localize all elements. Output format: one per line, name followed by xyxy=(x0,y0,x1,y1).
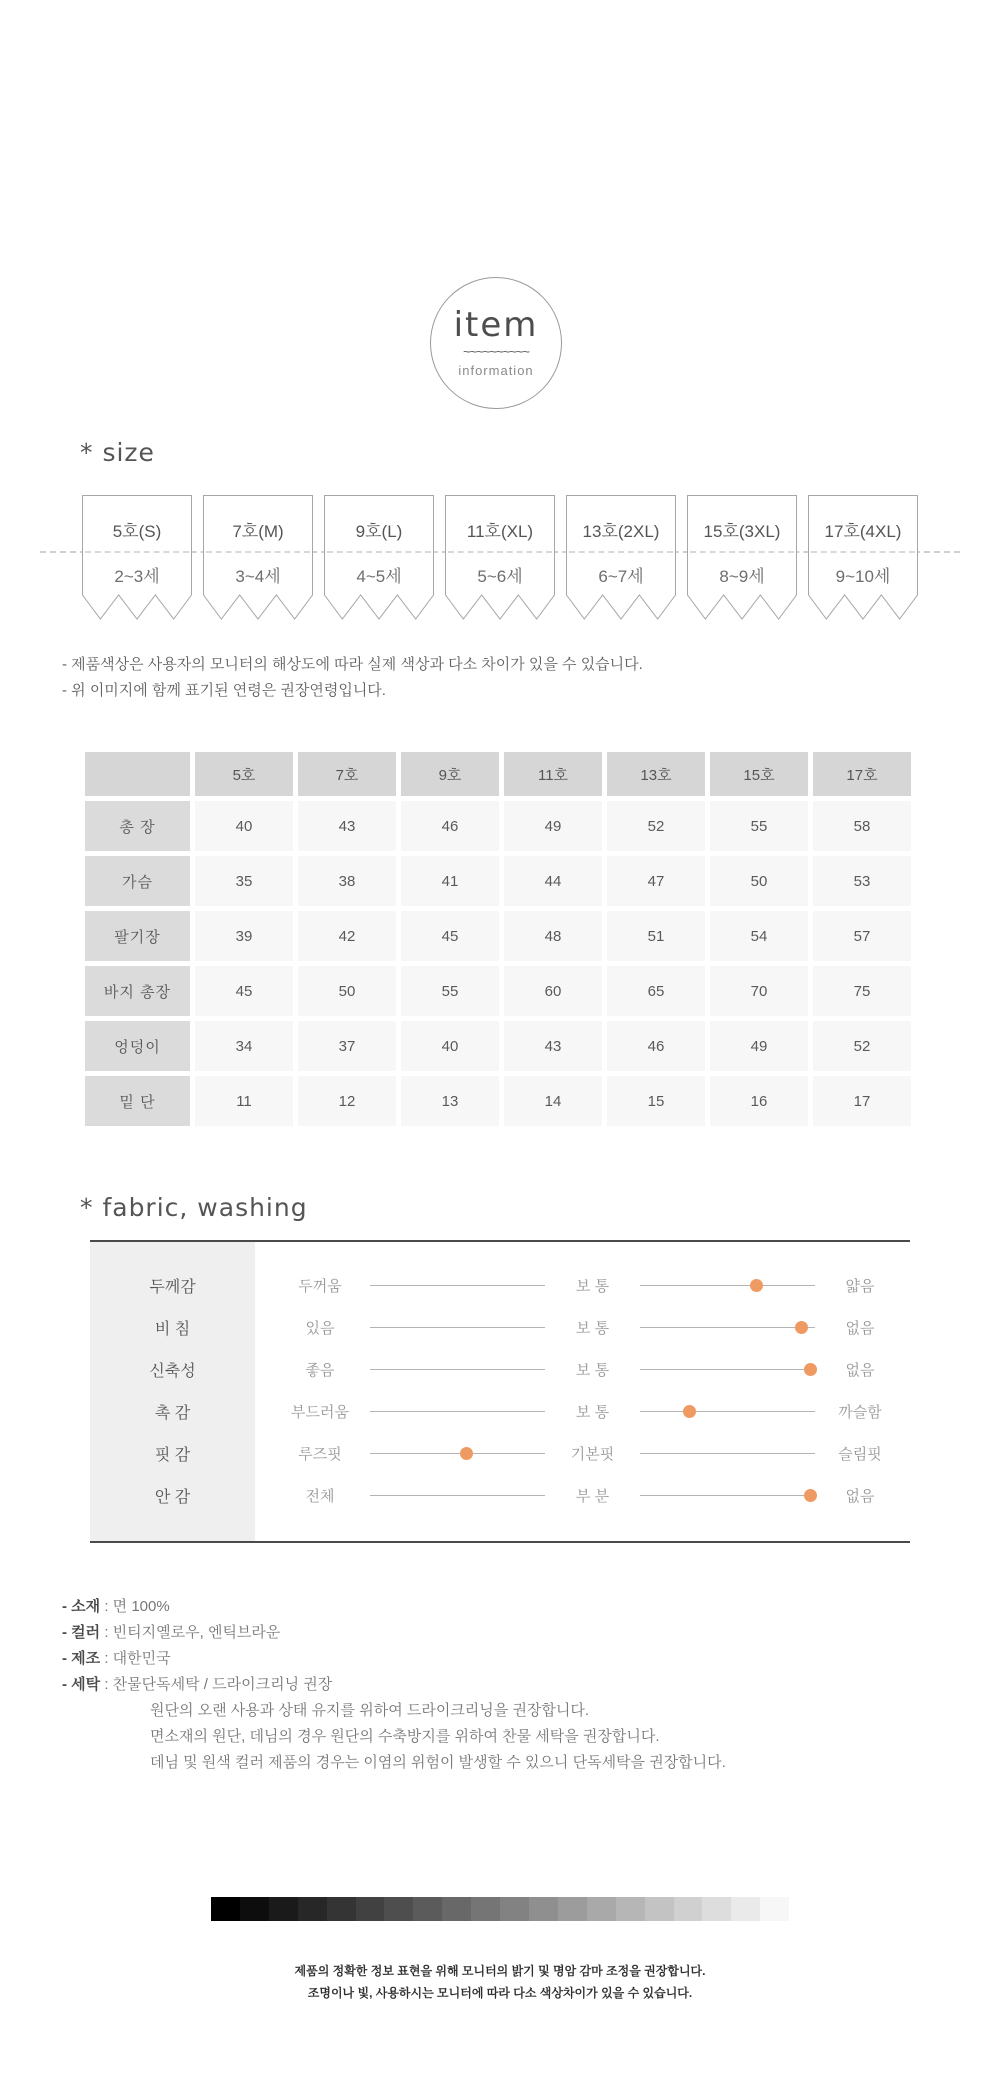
material-label: 소재 xyxy=(71,1598,101,1615)
fabric-row-label: 두께감 xyxy=(149,1278,196,1296)
washing-note-line: 데님 및 원색 컬러 제품의 경우는 이염의 위험이 발생할 수 있으니 단독세탁을 권장합니다. xyxy=(150,1754,726,1771)
table-cell: 75 xyxy=(813,966,911,1016)
fabric-level-dot xyxy=(460,1447,473,1460)
fabric-mid-label: 부 분 xyxy=(575,1487,610,1505)
grayscale-calibration-bar xyxy=(211,1897,789,1921)
fabric-line-segment xyxy=(370,1411,545,1412)
grayscale-step xyxy=(298,1897,327,1921)
grayscale-step xyxy=(558,1897,587,1921)
table-column-header: 5호 xyxy=(195,752,293,796)
table-cell: 47 xyxy=(607,856,705,906)
fabric-rows xyxy=(90,1242,910,1516)
washing-notes xyxy=(150,1698,726,1776)
table-cell: 11 xyxy=(195,1076,293,1126)
fabric-mid-label: 기본핏 xyxy=(570,1445,615,1463)
item-information-badge xyxy=(430,277,562,409)
grayscale-step xyxy=(760,1897,789,1921)
table-corner-cell xyxy=(85,752,190,796)
table-cell: 65 xyxy=(607,966,705,1016)
size-tag-age: 5~6세 xyxy=(477,567,523,586)
size-tag xyxy=(324,495,434,620)
table-cell: 39 xyxy=(195,911,293,961)
table-cell: 50 xyxy=(710,856,808,906)
material-separator: : xyxy=(100,1624,113,1641)
fabric-left-label: 루즈핏 xyxy=(298,1445,342,1463)
table-column-header: 7호 xyxy=(298,752,396,796)
table-row-header: 엉덩이 xyxy=(85,1021,190,1071)
size-heading: * size xyxy=(80,438,155,467)
table-cell: 44 xyxy=(504,856,602,906)
grayscale-step xyxy=(442,1897,471,1921)
size-tag-age: 2~3세 xyxy=(114,567,160,586)
size-tag xyxy=(445,495,555,620)
table-cell: 49 xyxy=(504,801,602,851)
table-cell: 45 xyxy=(195,966,293,1016)
size-tag-divider xyxy=(690,551,794,553)
size-tag-label: 7호(M) xyxy=(232,522,284,541)
size-tag-label: 9호(L) xyxy=(355,522,403,541)
size-tag xyxy=(808,495,918,620)
material-prefix: - xyxy=(62,1624,72,1641)
badge-title: item xyxy=(453,305,539,345)
grayscale-step xyxy=(471,1897,500,1921)
table-row xyxy=(85,966,911,1016)
grayscale-step xyxy=(731,1897,760,1921)
fabric-row xyxy=(90,1432,910,1474)
size-tag xyxy=(82,495,192,620)
table-cell: 57 xyxy=(813,911,911,961)
fabric-row-label: 안 감 xyxy=(154,1488,191,1506)
material-value: 면 100% xyxy=(112,1598,170,1615)
footer-line: 제품의 정확한 정보 표현을 위해 모니터의 밝기 및 명암 감마 조정을 권장합니다. xyxy=(294,1964,706,1978)
size-tag-age: 6~7세 xyxy=(598,567,644,586)
material-label: 세탁 xyxy=(71,1676,101,1693)
table-cell: 58 xyxy=(813,801,911,851)
fabric-line-segment xyxy=(370,1453,545,1454)
size-note-line: - 제품색상은 사용자의 모니터의 해상도에 따라 실제 색상과 다소 차이가 있을 수 있습니다. xyxy=(62,656,643,673)
fabric-properties-box xyxy=(90,1240,910,1543)
washing-note-line: 원단의 오랜 사용과 상태 유지를 위하여 드라이크리닝을 권장합니다. xyxy=(150,1702,590,1719)
size-tag-age: 3~4세 xyxy=(235,567,281,586)
table-row xyxy=(85,1076,911,1126)
fabric-line-segment xyxy=(640,1369,815,1370)
fabric-row-label: 비 침 xyxy=(154,1320,191,1338)
fabric-line-segment xyxy=(640,1327,815,1328)
fabric-line-segment xyxy=(640,1285,815,1286)
fabric-level-dot xyxy=(804,1363,817,1376)
table-cell: 17 xyxy=(813,1076,911,1126)
table-cell: 34 xyxy=(195,1021,293,1071)
size-tag-age: 8~9세 xyxy=(719,567,765,586)
table-column-header: 9호 xyxy=(401,752,499,796)
grayscale-step xyxy=(702,1897,731,1921)
grayscale-step xyxy=(413,1897,442,1921)
size-tag xyxy=(566,495,676,620)
table-row xyxy=(85,856,911,906)
material-line xyxy=(62,1594,726,1620)
material-line xyxy=(62,1620,726,1646)
table-cell: 35 xyxy=(195,856,293,906)
table-column-header: 17호 xyxy=(813,752,911,796)
badge-squiggle-divider: ~~~~~~~~~~ xyxy=(463,344,529,359)
table-row xyxy=(85,911,911,961)
size-tag-divider xyxy=(85,551,189,553)
table-cell: 42 xyxy=(298,911,396,961)
material-line xyxy=(62,1672,726,1698)
table-cell: 60 xyxy=(504,966,602,1016)
fabric-line-segment xyxy=(640,1495,815,1496)
size-tag-age: 4~5세 xyxy=(356,567,402,586)
fabric-right-label: 없음 xyxy=(845,1361,875,1379)
fabric-level-dot xyxy=(683,1405,696,1418)
table-cell: 46 xyxy=(401,801,499,851)
fabric-left-label: 전체 xyxy=(305,1487,335,1505)
fabric-row xyxy=(90,1390,910,1432)
table-cell: 16 xyxy=(710,1076,808,1126)
fabric-left-label: 부드러움 xyxy=(291,1403,349,1421)
table-cell: 52 xyxy=(607,801,705,851)
table-cell: 55 xyxy=(710,801,808,851)
fabric-line-segment xyxy=(370,1327,545,1328)
table-cell: 48 xyxy=(504,911,602,961)
size-tag-divider xyxy=(448,551,552,553)
table-cell: 51 xyxy=(607,911,705,961)
size-tag-label: 13호(2XL) xyxy=(582,522,660,541)
grayscale-step xyxy=(674,1897,703,1921)
size-notes xyxy=(62,652,643,704)
material-value: 빈티지옐로우, 엔틱브라운 xyxy=(112,1624,281,1641)
fabric-level-dot xyxy=(750,1279,763,1292)
table-column-header: 15호 xyxy=(710,752,808,796)
fabric-row xyxy=(90,1348,910,1390)
table-row xyxy=(85,801,911,851)
size-note-line: - 위 이미지에 함께 표기된 연령은 권장연령입니다. xyxy=(62,682,386,699)
fabric-mid-label: 보 통 xyxy=(575,1361,610,1379)
size-tag-label: 17호(4XL) xyxy=(824,522,902,541)
table-row-header: 밑 단 xyxy=(85,1076,190,1126)
washing-note-line: 면소재의 원단, 데님의 경우 원단의 수축방지를 위하여 찬물 세탁을 권장합니다. xyxy=(150,1728,660,1745)
material-label: 제조 xyxy=(71,1650,101,1667)
badge-subtitle: information xyxy=(458,363,534,378)
table-row-header: 총 장 xyxy=(85,801,190,851)
table-cell: 15 xyxy=(607,1076,705,1126)
material-line xyxy=(62,1646,726,1672)
fabric-line-segment xyxy=(370,1285,545,1286)
table-cell: 40 xyxy=(401,1021,499,1071)
materials-info xyxy=(62,1594,726,1776)
fabric-row-label: 핏 감 xyxy=(154,1446,191,1464)
fabric-row-label: 촉 감 xyxy=(154,1404,191,1422)
grayscale-step xyxy=(211,1897,240,1921)
fabric-washing-heading: * fabric, washing xyxy=(80,1193,308,1222)
fabric-row xyxy=(90,1474,910,1516)
monitor-notice-footer xyxy=(0,1960,1000,2004)
table-cell: 14 xyxy=(504,1076,602,1126)
fabric-line-segment xyxy=(370,1369,545,1370)
grayscale-step xyxy=(500,1897,529,1921)
material-separator: : xyxy=(100,1598,113,1615)
table-cell: 38 xyxy=(298,856,396,906)
fabric-row xyxy=(90,1264,910,1306)
fabric-right-label: 까슬함 xyxy=(838,1403,882,1421)
fabric-left-label: 있음 xyxy=(305,1319,335,1337)
table-cell: 40 xyxy=(195,801,293,851)
fabric-left-label: 두꺼움 xyxy=(298,1277,342,1295)
fabric-line-segment xyxy=(370,1495,545,1496)
grayscale-step xyxy=(240,1897,269,1921)
fabric-line-segment xyxy=(640,1453,815,1454)
grayscale-step xyxy=(327,1897,356,1921)
table-row-header: 바지 총장 xyxy=(85,966,190,1016)
table-cell: 43 xyxy=(504,1021,602,1071)
table-cell: 37 xyxy=(298,1021,396,1071)
fabric-mid-label: 보 통 xyxy=(575,1319,610,1337)
size-tag-label: 5호(S) xyxy=(112,522,162,541)
size-tag-divider xyxy=(569,551,673,553)
fabric-level-dot xyxy=(804,1489,817,1502)
material-value: 찬물단독세탁 / 드라이크리닝 권장 xyxy=(112,1676,333,1693)
fabric-row-label: 신축성 xyxy=(149,1362,196,1380)
fabric-right-label: 슬림핏 xyxy=(838,1445,882,1463)
table-column-header: 13호 xyxy=(607,752,705,796)
size-tag-label: 15호(3XL) xyxy=(703,522,781,541)
material-prefix: - xyxy=(62,1598,72,1615)
table-cell: 54 xyxy=(710,911,808,961)
grayscale-step xyxy=(269,1897,298,1921)
fabric-right-label: 얇음 xyxy=(845,1277,875,1295)
size-tag-age: 9~10세 xyxy=(835,567,891,586)
table-cell: 12 xyxy=(298,1076,396,1126)
material-prefix: - xyxy=(62,1650,72,1667)
grayscale-step xyxy=(587,1897,616,1921)
fabric-left-label: 좋음 xyxy=(305,1361,335,1379)
fabric-level-dot xyxy=(795,1321,808,1334)
material-prefix: - xyxy=(62,1676,72,1693)
size-tag-divider xyxy=(811,551,915,553)
material-separator: : xyxy=(100,1650,113,1667)
table-cell: 43 xyxy=(298,801,396,851)
table-cell: 53 xyxy=(813,856,911,906)
fabric-row xyxy=(90,1306,910,1348)
fabric-line-segment xyxy=(640,1411,815,1412)
material-label: 컬러 xyxy=(71,1624,101,1641)
footer-line: 조명이나 빛, 사용하시는 모니터에 따라 다소 색상차이가 있을 수 있습니다. xyxy=(307,1986,693,2000)
grayscale-step xyxy=(384,1897,413,1921)
table-column-header: 11호 xyxy=(504,752,602,796)
size-table xyxy=(80,747,916,1131)
size-tag-divider xyxy=(327,551,431,553)
fabric-right-label: 없음 xyxy=(845,1487,875,1505)
table-cell: 45 xyxy=(401,911,499,961)
fabric-mid-label: 보 통 xyxy=(575,1403,610,1421)
table-cell: 46 xyxy=(607,1021,705,1071)
size-tag-divider xyxy=(206,551,310,553)
grayscale-step xyxy=(529,1897,558,1921)
material-separator: : xyxy=(100,1676,113,1693)
grayscale-step xyxy=(645,1897,674,1921)
table-cell: 50 xyxy=(298,966,396,1016)
fabric-right-label: 없음 xyxy=(845,1319,875,1337)
size-tag xyxy=(203,495,313,620)
table-cell: 49 xyxy=(710,1021,808,1071)
table-row xyxy=(85,1021,911,1071)
grayscale-step xyxy=(616,1897,645,1921)
table-cell: 55 xyxy=(401,966,499,1016)
size-tag xyxy=(687,495,797,620)
fabric-mid-label: 보 통 xyxy=(575,1277,610,1295)
table-row-header: 가슴 xyxy=(85,856,190,906)
table-cell: 13 xyxy=(401,1076,499,1126)
table-row-header: 팔기장 xyxy=(85,911,190,961)
grayscale-step xyxy=(356,1897,385,1921)
size-tag-label: 11호(XL) xyxy=(466,522,534,541)
table-cell: 70 xyxy=(710,966,808,1016)
table-cell: 52 xyxy=(813,1021,911,1071)
table-cell: 41 xyxy=(401,856,499,906)
material-value: 대한민국 xyxy=(112,1650,171,1667)
size-tags-row xyxy=(82,495,918,620)
